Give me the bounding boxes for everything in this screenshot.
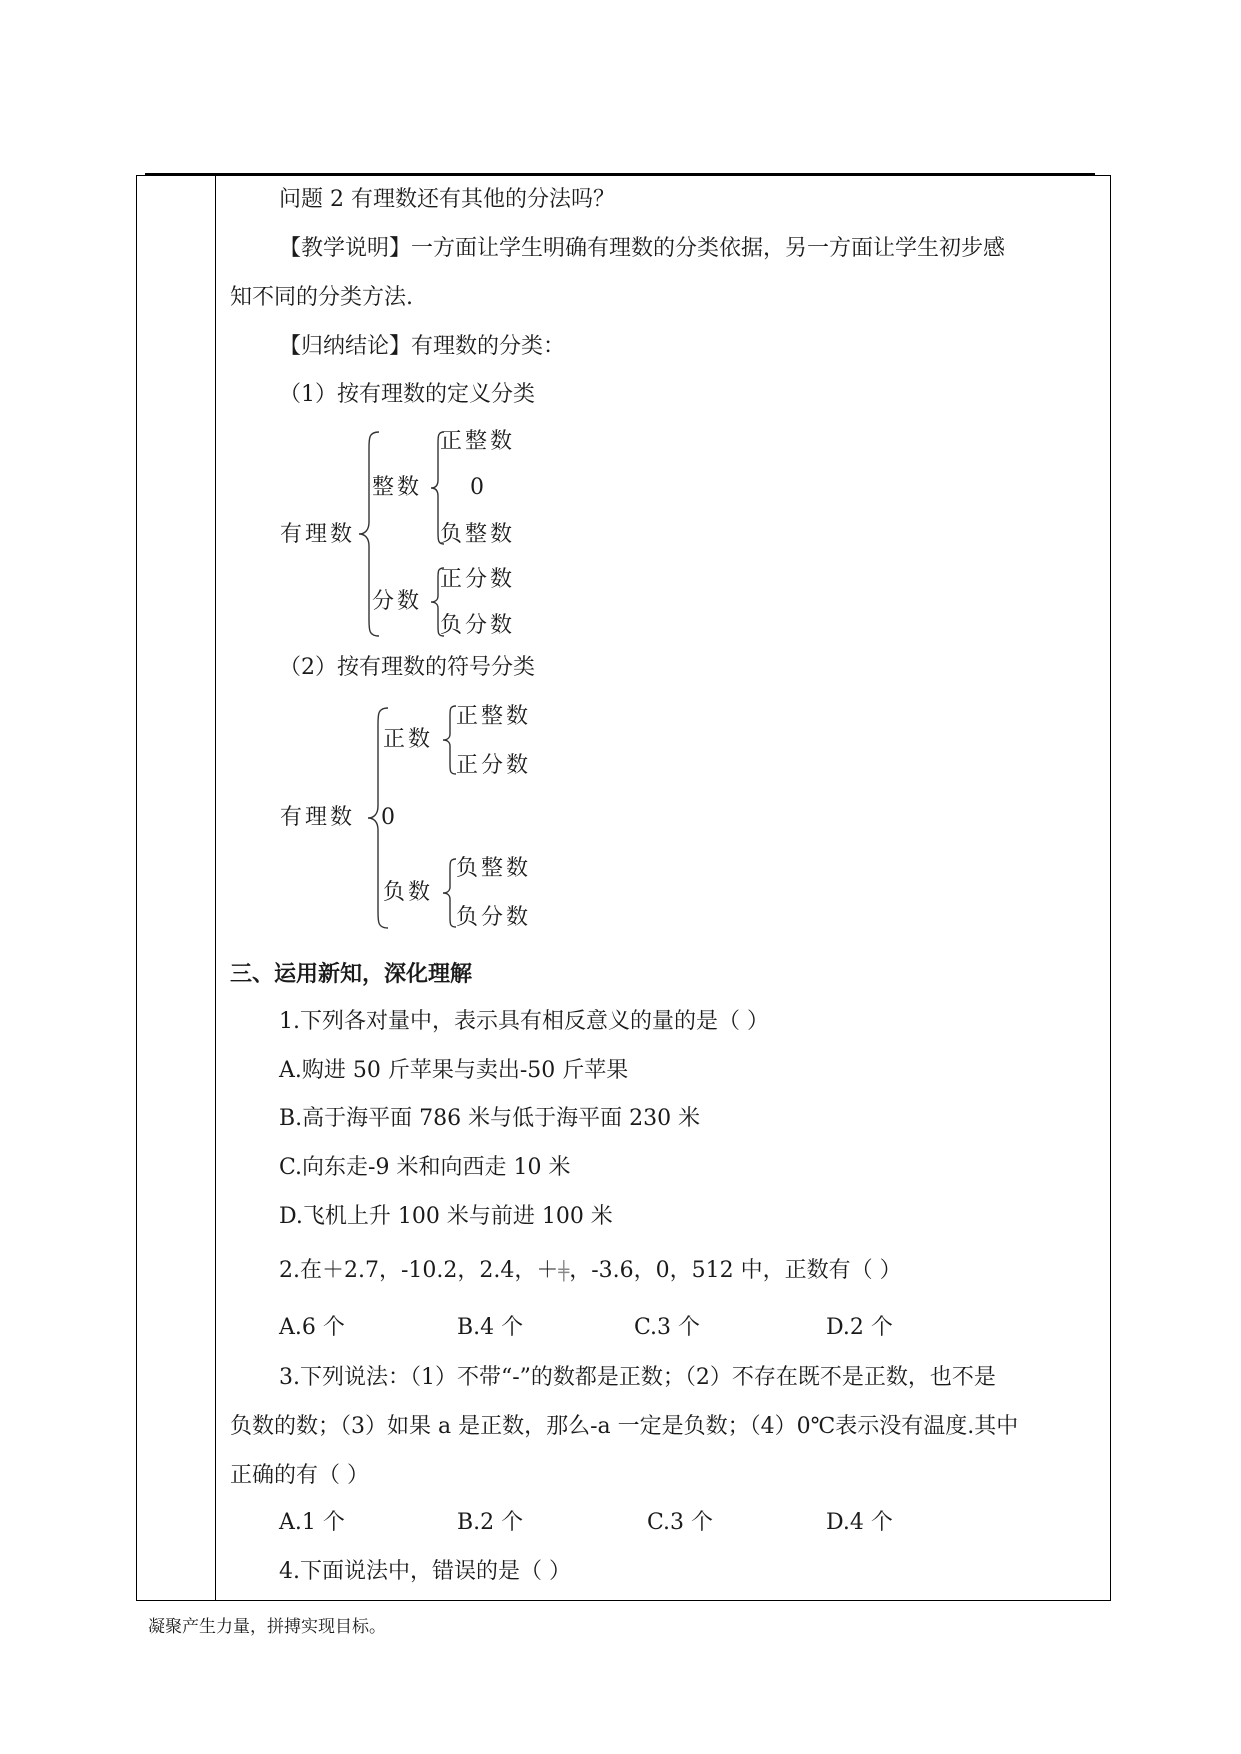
tree2-root: 有理数 bbox=[280, 805, 356, 830]
q2-option-a: A.6 个 bbox=[279, 1315, 345, 1340]
tree1-integer: 整数 bbox=[372, 475, 423, 500]
table-column-divider bbox=[215, 175, 216, 1601]
q3-option-d: D.4 个 bbox=[826, 1510, 893, 1535]
q2-stem-after: ，-3.6，0，512 中，正数有（ ） bbox=[569, 1258, 902, 1283]
q2-title: 问题 2 有理数还有其他的分法吗？ bbox=[279, 187, 615, 212]
tree1-positive-integer: 正整数 bbox=[440, 429, 516, 454]
footer-motto: 凝聚产生力量，拼搏实现目标。 bbox=[148, 1617, 386, 1637]
tree2-positive-integer: 正整数 bbox=[456, 704, 532, 729]
tree1-positive-fraction: 正分数 bbox=[440, 567, 516, 592]
q3-line1: 3.下列说法：（1）不带“-”的数都是正数；（2）不存在既不是正数，也不是 bbox=[279, 1365, 996, 1390]
q4-stem: 4.下面说法中，错误的是（ ） bbox=[279, 1559, 571, 1584]
tree2-positive-fraction: 正分数 bbox=[456, 753, 532, 778]
q2-option-b: B.4 个 bbox=[457, 1315, 524, 1340]
tree1-fraction: 分数 bbox=[372, 589, 423, 614]
q2-option-d: D.2 个 bbox=[826, 1315, 893, 1340]
tree1-zero: 0 bbox=[470, 475, 487, 500]
q3-line2: 负数的数；（3）如果 a 是正数，那么-a 一定是负数；（4）0℃表示没有温度.其中 bbox=[230, 1414, 1019, 1439]
tree1-root: 有理数 bbox=[280, 522, 356, 547]
tree2-positive: 正数 bbox=[383, 727, 434, 752]
q1-option-b: B.高于海平面 786 米与低于海平面 230 米 bbox=[279, 1106, 701, 1131]
q3-line3: 正确的有（ ） bbox=[230, 1463, 369, 1488]
tree1-negative-fraction: 负分数 bbox=[440, 613, 516, 638]
q2-option-c: C.3 个 bbox=[634, 1315, 701, 1340]
q3-option-c: C.3 个 bbox=[647, 1510, 714, 1535]
teaching-note-line2: 知不同的分类方法. bbox=[230, 285, 413, 310]
q1-option-c: C.向东走-9 米和向西走 10 米 bbox=[279, 1155, 571, 1180]
q1-stem: 1.下列各对量中，表示具有相反意义的量的是（ ） bbox=[279, 1009, 769, 1034]
q2-stem bbox=[279, 1257, 902, 1286]
teaching-note-line1: 【教学说明】一方面让学生明确有理数的分类依据，另一方面让学生初步感 bbox=[279, 236, 1006, 261]
q1-option-a: A.购进 50 斤苹果与卖出-50 斤苹果 bbox=[279, 1058, 629, 1083]
tree2-negative: 负数 bbox=[383, 880, 434, 905]
tree2-negative-fraction: 负分数 bbox=[456, 905, 532, 930]
tree1-negative-integer: 负整数 bbox=[440, 522, 516, 547]
q1-option-d: D.飞机上升 100 米与前进 100 米 bbox=[279, 1204, 613, 1229]
q3-option-a: A.1 个 bbox=[279, 1510, 345, 1535]
classification-by-definition: （1）按有理数的定义分类 bbox=[279, 382, 535, 407]
section3-heading: 三、运用新知，深化理解 bbox=[230, 961, 473, 987]
conclusion-heading: 【归纳结论】有理数的分类： bbox=[279, 334, 566, 359]
fraction-placeholder-icon: ╪ bbox=[558, 1261, 570, 1282]
classification-by-sign: （2）按有理数的符号分类 bbox=[279, 655, 535, 680]
q3-option-b: B.2 个 bbox=[457, 1510, 524, 1535]
tree2-negative-integer: 负整数 bbox=[456, 856, 532, 881]
q2-stem-before: 2.在＋2.7，-10.2，2.4，＋ bbox=[279, 1258, 559, 1283]
tree2-zero: 0 bbox=[381, 805, 398, 830]
